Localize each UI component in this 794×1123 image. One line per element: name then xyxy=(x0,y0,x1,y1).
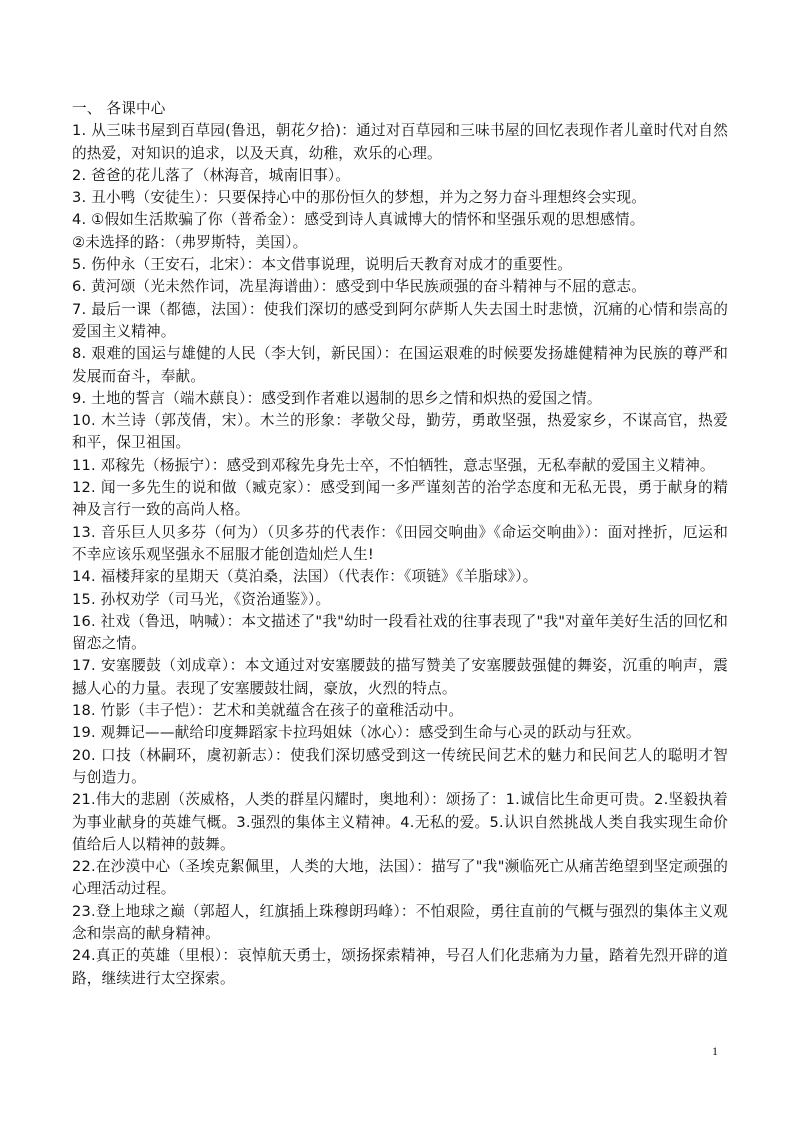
list-item: 24.真正的英雄（里根）：哀悼航天勇士，颂扬探索精神，号召人们化悲痛为力量，踏着先烈开辟的道路，继续进行太空探索。 xyxy=(72,947,728,987)
list-item: 23.登上地球之巅（郭超人，红旗插上珠穆朗玛峰）：不怕艰险，勇往直前的气概与强烈的集体主义观念和崇高的献身精神。 xyxy=(72,902,728,942)
list-item: 4. ①假如生活欺骗了你（普希金）：感受到诗人真诚博大的情怀和坚强乐观的思想感情。 xyxy=(72,211,645,229)
list-item: 9. 土地的誓言（端木蕻良）：感受到作者难以遏制的思乡之情和炽热的爱国之情。 xyxy=(72,389,602,407)
page-number: 1 xyxy=(712,1044,718,1058)
list-item: 17. 安塞腰鼓（刘成章）：本文通过对安塞腰鼓的描写赞美了安塞腰鼓强健的舞姿，沉重的响声，震撼人心的力量。表现了安塞腰鼓壮阔，豪放，火烈的特点。 xyxy=(72,657,728,697)
list-item: 12. 闻一多先生的说和做（臧克家）：感受到闻一多严谨刻苦的治学态度和无私无畏，勇于献身的精神及言行一致的高尚人格。 xyxy=(72,479,728,519)
list-item: 21.伟大的悲剧（茨威格，人类的群星闪耀时，奥地利）：颂扬了：1.诚信比生命更可贵。2.坚毅执着为事业献身的英雄气概。3.强烈的集体主义精神。4.无私的爱。5.认识自然挑战人类自我实现生命价值给后人以精神的鼓舞。 xyxy=(72,791,728,853)
list-item: ②未选择的路：（弗罗斯特，美国）。 xyxy=(72,233,308,251)
list-item: 19. 观舞记——献给印度舞蹈家卡拉玛姐妹（冰心）：感受到生命与心灵的跃动与狂欢。 xyxy=(72,724,641,742)
list-item: 8. 艰难的国运与雄健的人民（李大钊，新民国）：在国运艰难的时候要发扬雄健精神为民族的尊严和发展而奋斗，奉献。 xyxy=(72,345,728,385)
list-item: 11. 邓稼先（杨振宁）：感受到邓稼先身先士卒，不怕牺牲，意志坚强，无私奉献的爱国主义精神。 xyxy=(72,456,715,474)
document-body xyxy=(72,98,728,990)
list-item: 22.在沙漠中心（圣埃克絮佩里，人类的大地，法国）：描写了"我"濒临死亡从痛苦绝望到坚定顽强的心理活动过程。 xyxy=(72,858,728,898)
list-item: 18. 竹影（丰子恺）：艺术和美就蕴含在孩子的童稚活动中。 xyxy=(72,702,464,720)
list-item: 16. 社戏（鲁迅，呐喊）：本文描述了"我"幼时一段看社戏的往事表现了"我"对童年美好生活的回忆和留恋之情。 xyxy=(72,612,728,653)
list-item: 20. 口技（林嗣环，虞初新志）：使我们深切感受到这一传统民间艺术的魅力和民间艺人的聪明才智与创造力。 xyxy=(72,746,728,786)
list-item: 3. 丑小鸭（安徒生）：只要保持心中的那份恒久的梦想，并为之努力奋斗理想终会实现。 xyxy=(72,189,647,207)
list-item: 13. 音乐巨人贝多芬（何为）（贝多芬的代表作：《田园交响曲》《命运交响曲》）：面对挫折，厄运和不幸应该乐观坚强永不屈服才能创造灿烂人生! xyxy=(72,523,728,563)
list-item: 14. 福楼拜家的星期天（莫泊桑，法国）（代表作：《项链》《羊脂球》）。 xyxy=(72,568,538,586)
list-item: 5. 伤仲永（王安石，北宋）：本文借事说理，说明后天教育对成才的重要性。 xyxy=(72,256,573,274)
list-item: 7. 最后一课（都德，法国）：使我们深切的感受到阿尔萨斯人失去国土时悲愤，沉痛的心情和崇高的爱国主义精神。 xyxy=(72,300,728,340)
list-item: 10. 木兰诗（郭茂倩，宋）。木兰的形象：孝敬父母，勤劳，勇敢坚强，热爱家乡，不谋高官，热爱和平，保卫祖国。 xyxy=(72,412,728,452)
section-heading: 一、 各课中心 xyxy=(72,100,166,117)
list-item: 6. 黄河颂（光未然作词，冼星海谱曲）：感受到中华民族顽强的奋斗精神与不屈的意志。 xyxy=(72,278,647,296)
list-item: 2. 爸爸的花儿落了（林海音，城南旧事）。 xyxy=(72,166,351,184)
list-item: 15. 孙权劝学（司马光，《资治通鉴》）。 xyxy=(72,590,331,608)
list-item: 1. 从三味书屋到百草园(鲁迅，朝花夕拾)：通过对百草园和三味书屋的回忆表现作者儿童时代对自然的热爱，对知识的追求，以及天真，幼稚，欢乐的心理。 xyxy=(72,122,728,162)
